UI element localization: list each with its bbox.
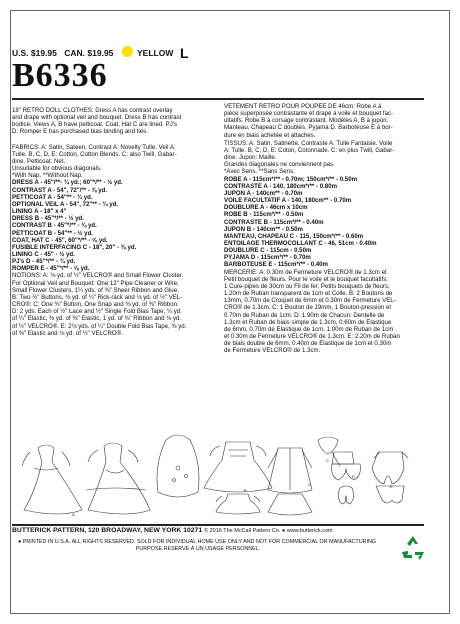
usage-notice bbox=[18, 539, 378, 554]
notions-line: Small Flower Clusters, 1¼ yds. of ⅜" Sheer Ribbon and Glue. bbox=[12, 286, 179, 294]
notions-line: of ½" VELCRO®. E: 2⅛ yds. of ¼" Double Fold Bias Tape, ⅜ yd. bbox=[12, 322, 187, 330]
view-letter-a: A bbox=[72, 512, 75, 517]
fabric-line: dine. Jupon: Maille. bbox=[224, 154, 277, 162]
notions-line: of ⅜" Elastic and ⅛ yd. of ½" VELCRO®. bbox=[12, 329, 123, 337]
usage-notice-line: PURPOSE.RESERVE À UN USAGE PERSONNEL. bbox=[135, 546, 261, 553]
veil-drawing bbox=[157, 435, 199, 497]
view-letter-d: D bbox=[352, 474, 355, 479]
notions-line: 1 Cure-pipes de 30cm ou Fil de fer, Petits bouquets de fleurs, bbox=[224, 282, 390, 290]
dress-a-front-drawing bbox=[86, 443, 150, 514]
notions-line: B: Two ½" Buttons, ⅜ yd. of ¼" Rick-rack and ⅛ yd. of ½" VEL- bbox=[12, 293, 183, 301]
notions-line: D: 2 yds. Each of ½" Lace and ½" Single Fold Bias Tape, ¼ yd. bbox=[12, 308, 182, 316]
notions-line: de Fermeture VELCRO® de 1.3cm. bbox=[224, 347, 321, 355]
publisher-line bbox=[12, 527, 333, 534]
yardage-line: LINING C - 45" - ½ yd. bbox=[12, 250, 75, 258]
yardage-line: DOUBLURE C - 115cm - 0.50m bbox=[224, 247, 312, 255]
fabric-line: Tulle. B, C, D, E: Cotton, Cotton Blends. C: also Twill, Gabar- bbox=[12, 150, 177, 158]
recycle-icon bbox=[400, 534, 426, 560]
yardage-line: PJ's D - 45"*/** - ¾ yd. bbox=[12, 258, 76, 266]
french-notions bbox=[224, 269, 424, 355]
english-notions bbox=[12, 272, 212, 336]
dress-b-drawing bbox=[204, 442, 272, 492]
yardage-line: PETTICOAT A - 54"** - ¾ yd. bbox=[12, 193, 93, 201]
english-intro-line: D. Romper E has purchased bias binding and ties. bbox=[12, 128, 148, 136]
top-divider bbox=[12, 98, 424, 100]
notions-line: et 0.30m de Fermeture VELCRO® de 1.3cm. E: 2.20m de Ruban bbox=[224, 333, 400, 340]
fabric-line: Grandes diagonales ne conviennent pas. bbox=[224, 161, 335, 169]
yardage-line: DRESS B - 45"*/** - ½ yd. bbox=[12, 215, 84, 223]
price-can: CAN. $19.95 bbox=[64, 48, 114, 58]
notions-line: de biais double de 6mm, 0.40m de Élastique de 1cm et 0.30m bbox=[224, 340, 392, 348]
notions-line: CRO® de 1.3cm. C: 1 Bouton de 19mm, 1 Bouton-pression et bbox=[224, 304, 392, 312]
notions-line: Petit bouquet de fleurs. Pour le voile et le bouquet facultatifs: bbox=[224, 275, 388, 283]
dress-a-back-drawing bbox=[22, 445, 82, 514]
notions-line: MERCERIE: A: 0.30m de Fermeture VELCRO® de 1.3cm et bbox=[224, 268, 387, 276]
yardage-line: ROBE A - 115cm*/** - 0.70m; 150cm*/** - 0.50m bbox=[224, 175, 357, 183]
french-column bbox=[224, 103, 424, 354]
hat-c-drawing bbox=[318, 437, 340, 466]
yardage-line: CONTRAST B - 45"*/** - ⅜ yd. bbox=[12, 222, 97, 230]
fabric-line: FABRICS: A: Satin, Sateen. Contrast A: Novelty Tulle. Veil A: bbox=[12, 143, 176, 151]
english-intro-line: 18" RETRO DOLL CLOTHES: Dress A has contrast overlay bbox=[12, 107, 173, 114]
french-intro-line: pièce superposée contrastante et drapé à voile et bouquet fac- bbox=[224, 110, 394, 118]
fabric-line: *With Nap. **Without Nap. bbox=[12, 172, 83, 180]
fabric-line: *Avec Sens. **Sans Sens. bbox=[224, 168, 295, 176]
fabric-line: A: Tulle. B, C, D, E: Coton, Cotonnade. C: en plus Twill, Gabar- bbox=[224, 146, 395, 154]
size-letter: L bbox=[180, 45, 189, 61]
yardage-line: VOILE FACULTATIF A - 140, 180cm** - 0.70m bbox=[224, 197, 352, 205]
french-fabrics bbox=[224, 140, 424, 269]
notions-line: 0.70m de Ruban de 1cm. D: 1.90m de Chacun: Dentelle de bbox=[224, 311, 385, 319]
french-intro-line: dure en biais achetée et attaches. bbox=[224, 131, 316, 139]
fabric-line: dine. Petticoat: Net. bbox=[12, 157, 66, 165]
view-letter-b: B bbox=[244, 488, 247, 493]
fabric-line: Unsuitable for obvious diagonals. bbox=[12, 165, 102, 173]
yardage-line: ROMPER E - 45"*/** - ⅝ yd. bbox=[12, 265, 90, 273]
pattern-number: B6336 bbox=[12, 57, 108, 94]
view-letter-c-hat: C bbox=[326, 458, 329, 463]
yardage-line: CONTRASTE B - 115cm*/** - 0.40m bbox=[224, 218, 324, 226]
yardage-line: JUPON A - 140cm** - 0.70m bbox=[224, 189, 303, 197]
yardage-line: PETTICOAT B - 54"** - ½ yd. bbox=[12, 229, 93, 237]
yardage-line: JUPON B - 140cm** - 0.50m bbox=[224, 225, 303, 233]
english-intro-line: and drape with optional veil and bouquet. Dress B has contrast bbox=[12, 114, 182, 122]
dress-b-back-drawing bbox=[216, 494, 260, 514]
yardage-line: DRESS A - 45"/**- ¾ yd.; 60"*/** - ½ yd. bbox=[12, 179, 123, 187]
yardage-line: OPTIONAL VEIL A - 54", 72"** - ¾ yd. bbox=[12, 200, 119, 208]
copyright-text: © 2016 The McCall Pattern Co. ● www.butterick.com bbox=[204, 528, 333, 534]
fabric-line: TISSUS: A: Satin, Satinette. Contraste A: Tulle Fantaisie. Voile bbox=[224, 139, 393, 147]
bottom-divider bbox=[12, 524, 424, 526]
yardage-line: FUSIBLE INTERFACING C - 18", 20" - ⅜ yd. bbox=[12, 243, 137, 251]
view-letter-e: E bbox=[390, 484, 393, 489]
notions-line: CRO®. C: One ⅜" Button, One Snap and ⅜ yd. of ⅜" Ribbon. bbox=[12, 301, 179, 309]
usage-notice-line: ● PRINTED IN U.S.A. ALL RIGHTS RESERVED. SOLD FOR INDIVIDUAL HOME USE ONLY AND NOT FOR COMMERCIAL OR MANUFACTURING bbox=[18, 539, 377, 545]
notions-line: of ¼" Elastic, ⅜ yd. of ⅜" Elastic, 1 yd. of ⅜" Ribbon and ⅛ yd. bbox=[12, 315, 182, 323]
english-fabrics bbox=[12, 144, 212, 273]
notions-line: de 6mm, 0.70m de Élastique de 1cm, 1.00m de Ruban de 1cm bbox=[224, 325, 394, 333]
yardage-line: COAT, HAT C - 45", 60"*/** - ⅝ yd. bbox=[12, 236, 108, 244]
romper-e-drawing bbox=[372, 452, 408, 503]
yardage-line: BARBOTEUSE E - 115cm*/** - 0.40m bbox=[224, 261, 328, 269]
price-color-label: YELLOW bbox=[137, 48, 174, 58]
french-intro-line: ultatifs. Robe B à corsage contrastant. Modèles A, B à jupon. bbox=[224, 117, 389, 125]
notions-line: For Optional Veil and Bouquet: One 12" Pipe Cleaner or Wire, bbox=[12, 279, 179, 287]
yellow-price-dot bbox=[122, 46, 133, 57]
notions-line: 1.20m de Ruban transparent de 1cm et Colle. B: 2 Boutons de bbox=[224, 290, 393, 298]
publisher-address: BUTTERICK PATTERN, 120 BROADWAY, NEW YORK 10271 bbox=[12, 527, 203, 534]
yardage-line: DOUBLURE A - 46cm x 10cm bbox=[224, 204, 308, 212]
yardage-line: ENTOILAGE THERMOCOLLANT C - 46, 51cm - 0.40m bbox=[224, 239, 377, 247]
french-intro-line: VÊTEMENT RÉTRO POUR POUPÉE DE 46cm: Robe A à bbox=[224, 103, 382, 110]
view-letter-c: C bbox=[308, 482, 311, 487]
yardage-line: PYJAMA D - 115cm*/** - 0.70m bbox=[224, 254, 311, 262]
french-intro bbox=[224, 103, 424, 139]
garment-line-drawings bbox=[16, 428, 426, 523]
coat-c-drawing bbox=[268, 448, 312, 515]
yardage-line: CONTRAST A - 54", 72"/** - ⅞ yd. bbox=[12, 186, 108, 194]
english-column bbox=[12, 103, 212, 337]
yardage-line: MANTEAU, CHAPEAU C - 115, 150cm*/** - 0.60m bbox=[224, 232, 364, 240]
english-intro-line: bodice. Views A, B have petticoat. Coat, Hat C are lined. PJ's bbox=[12, 121, 177, 129]
price-us: U.S. $19.95 bbox=[12, 48, 57, 58]
yardage-line: LINING A - 18" x 4" bbox=[12, 208, 67, 216]
french-intro-line: Manteau, Chapeau C doublés. Pyjama D. Barboteuse E à bor- bbox=[224, 124, 393, 132]
notions-line: 13mm, 0.70m de Croquet de 6mm et 0.30m de Fermeture VEL- bbox=[224, 297, 396, 305]
notions-line: 1.3cm et Ruban de biais simple de 1.3cm, 0.60m de Élastique bbox=[224, 318, 392, 326]
notions-line: NOTIONS: A: ⅛ yd. of ½" VELCRO® and Small Flower Cluster. bbox=[12, 272, 184, 280]
yardage-line: CONTRASTE A - 140, 180cm*/** - 0.80m bbox=[224, 182, 338, 190]
yardage-line: ROBE B - 115cm*/** - 0.50m bbox=[224, 211, 304, 219]
